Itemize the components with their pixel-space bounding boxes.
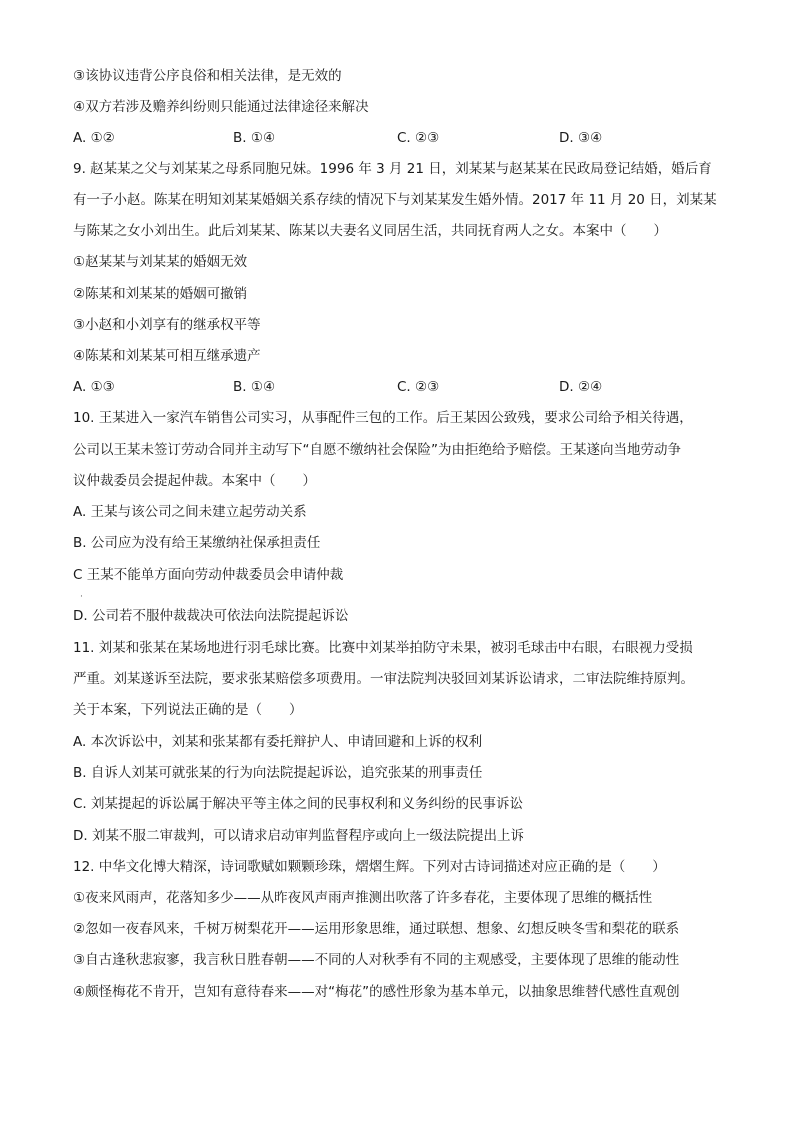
q10-option-a: A. 王某与该公司之间未建立起劳动关系 xyxy=(73,504,307,520)
q8-option-d: D. ③④ xyxy=(559,130,603,146)
q11-option-b: B. 自诉人刘某可就张某的行为向法院提起诉讼，追究张某的刑事责任 xyxy=(73,765,483,781)
q9-stem-line-2: 有一子小赵。陈某在明知刘某某婚姻关系存续的情况下与刘某某发生婚外情。2017 年 11 月 20 日，刘某某 xyxy=(73,192,717,208)
q11-stem-line-2: 严重。刘某遂诉至法院，要求张某赔偿多项费用。一审法院判决驳回刘某诉讼请求，二审法院维持原判。 xyxy=(73,671,694,687)
q11-stem-line-3: 关于本案，下列说法正确的是（ ） xyxy=(73,702,303,718)
q9-option-c: C. ②③ xyxy=(397,379,440,395)
q10-option-d: D. 公司若不服仲裁裁决可依法向法院提起诉讼 xyxy=(73,608,349,624)
q11-stem-line-1: 11. 刘某和张某在某场地进行羽毛球比赛。比赛中刘某举拍防守未果，被羽毛球击中右眼，右眼视力受损 xyxy=(73,640,693,656)
q9-statement-2: ②陈某和刘某某的婚姻可撤销 xyxy=(73,286,248,302)
q10-stem-line-1: 10. 王某进入一家汽车销售公司实习，从事配件三包的工作。后王某因公致残，要求公司给予相关待遇， xyxy=(73,410,693,426)
q10-option-c: C 王某不能单方面向劳动仲裁委员会申请仲裁 xyxy=(73,567,344,583)
q9-stem-line-1: 9. 赵某某之父与刘某某之母系同胞兄妹。1996 年 3 月 21 日，刘某某与赵某某在民政局登记结婚，婚后育 xyxy=(73,161,712,177)
q10-stem-line-2: 公司以王某未签订劳动合同并主动写下“自愿不缴纳社会保险”为由拒绝给予赔偿。王某遂向当地劳动争 xyxy=(73,442,681,458)
q11-option-d: D. 刘某不服二审裁判，可以请求启动审判监督程序或向上一级法院提出上诉 xyxy=(73,828,524,844)
q12-statement-2: ②忽如一夜春风来，千树万树梨花开——运用形象思维，通过联想、想象、幻想反映冬雪和梨花的联系 xyxy=(73,921,680,937)
q12-statement-3: ③自古逢秋悲寂寥，我言秋日胜春朝——不同的人对秋季有不同的主观感受，主要体现了思维的能动性 xyxy=(73,952,680,968)
stray-dot-mark: · xyxy=(80,592,83,602)
q11-option-a: A. 本次诉讼中，刘某和张某都有委托辩护人、申请回避和上诉的权利 xyxy=(73,734,483,750)
q10-stem-line-3: 议仲裁委员会提起仲裁。本案中（ ） xyxy=(73,473,316,489)
q9-option-b: B. ①④ xyxy=(233,379,276,395)
q12-statement-1: ①夜来风雨声，花落知多少——从昨夜风声雨声推测出吹落了许多春花，主要体现了思维的概括性 xyxy=(73,890,653,906)
q9-option-a: A. ①③ xyxy=(73,379,115,395)
q8-option-b: B. ①④ xyxy=(233,130,276,146)
q12-statement-4: ④颇怪梅花不肯开，岂知有意待春来——对“梅花”的感性形象为基本单元，以抽象思维替代感性直观创 xyxy=(73,984,680,1000)
q8-option-c: C. ②③ xyxy=(397,130,440,146)
q9-statement-1: ①赵某某与刘某某的婚姻无效 xyxy=(73,254,248,270)
q8-statement-3: ③该协议违背公序良俗和相关法律，是无效的 xyxy=(73,68,342,84)
q9-stem-line-3: 与陈某之女小刘出生。此后刘某某、陈某以夫妻名义同居生活，共同抚育两人之女。本案中（ ） xyxy=(73,223,667,239)
q8-option-a: A. ①② xyxy=(73,130,115,146)
q12-stem: 12. 中华文化博大精深，诗词歌赋如颗颗珍珠，熠熠生辉。下列对古诗词描述对应正确的是（ ） xyxy=(73,859,666,875)
q9-statement-3: ③小赵和小刘享有的继承权平等 xyxy=(73,317,261,333)
q11-option-c: C. 刘某提起的诉讼属于解决平等主体之间的民事权利和义务纠纷的民事诉讼 xyxy=(73,796,524,812)
q9-option-d: D. ②④ xyxy=(559,379,603,395)
q8-statement-4: ④双方若涉及赡养纠纷则只能通过法律途径来解决 xyxy=(73,99,369,115)
q10-option-b: B. 公司应为没有给王某缴纳社保承担责任 xyxy=(73,535,321,551)
q9-statement-4: ④陈某和刘某某可相互继承遗产 xyxy=(73,348,261,364)
